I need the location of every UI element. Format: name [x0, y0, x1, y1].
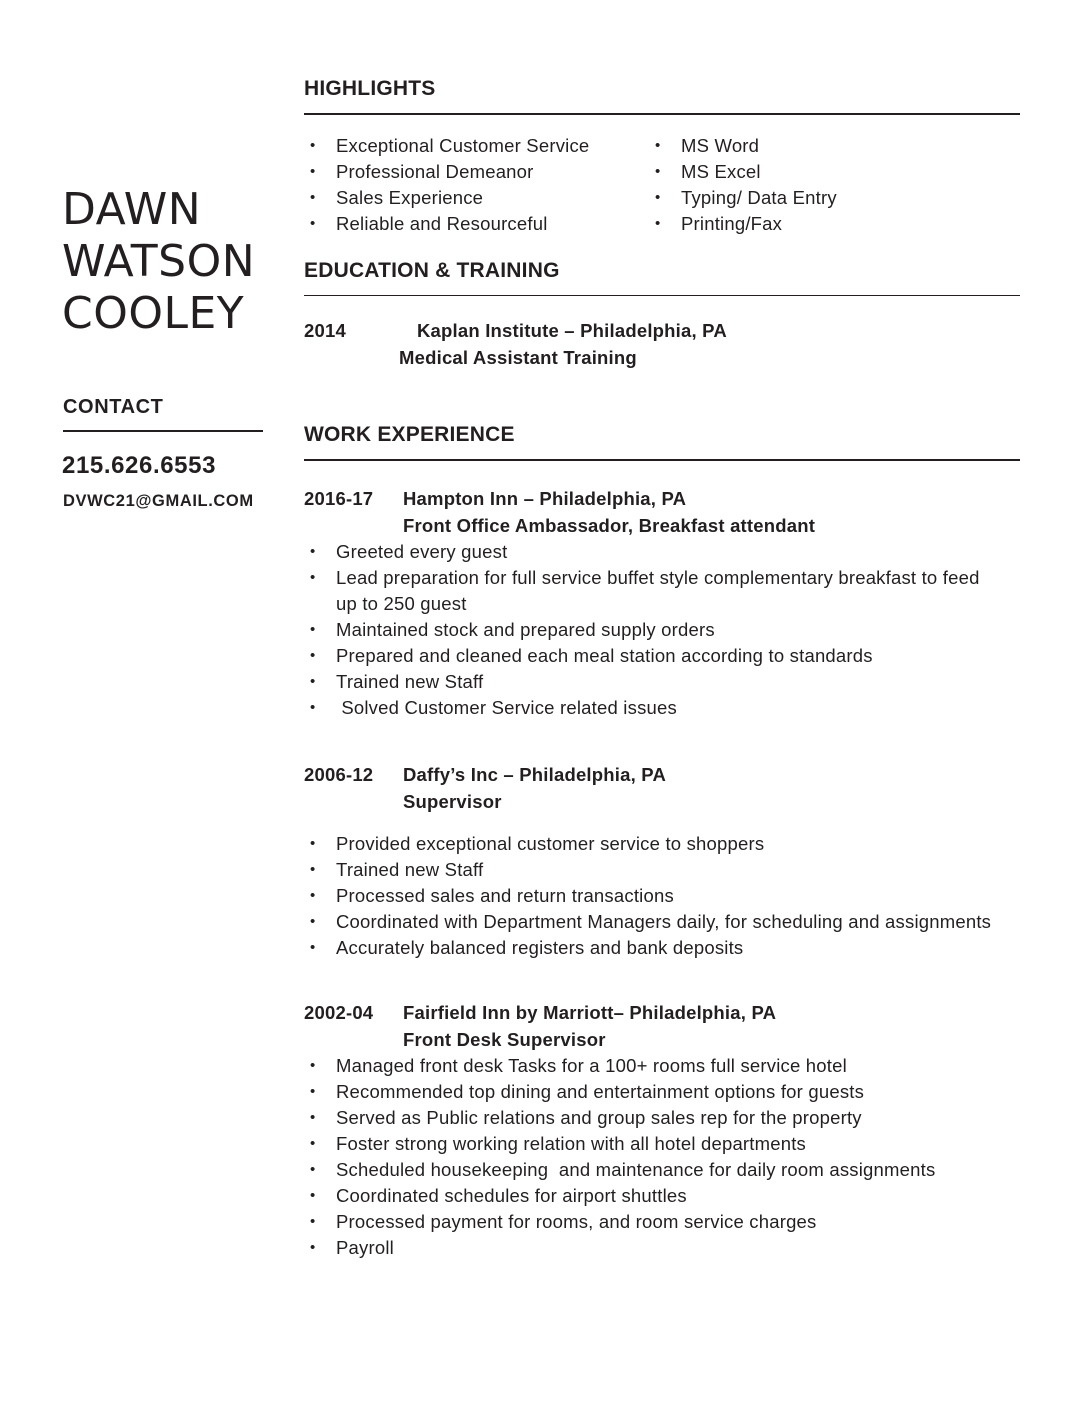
section-divider	[304, 459, 1020, 461]
person-name-line: WATSON	[62, 236, 256, 287]
job-years: 2006-12	[304, 763, 374, 785]
bullet-icon: •	[310, 834, 316, 852]
education-heading: EDUCATION & TRAINING	[304, 258, 560, 282]
job-entry-fairfield-inn	[304, 999, 1020, 1261]
list-item	[304, 1105, 1020, 1131]
list-item-text: Printing/Fax	[681, 212, 783, 234]
job-bullet-list	[304, 831, 1020, 961]
bullet-icon: •	[655, 188, 661, 206]
list-item-text: Payroll	[336, 1236, 394, 1258]
list-item-text: Recommended top dining and entertainment options for guests	[336, 1080, 865, 1102]
bullet-icon: •	[310, 646, 316, 664]
list-item	[304, 1183, 1020, 1209]
bullet-icon: •	[310, 1082, 316, 1100]
list-item-text: Managed front desk Tasks for a 100+ rooms full service hotel	[336, 1054, 847, 1076]
list-item	[304, 159, 649, 185]
job-titles	[403, 485, 1020, 539]
bullet-icon: •	[655, 136, 661, 154]
list-item	[304, 1131, 1020, 1157]
list-item-text: Sales Experience	[336, 186, 484, 208]
highlights-list-right	[649, 133, 1020, 237]
bullet-icon: •	[310, 886, 316, 904]
education-program: Medical Assistant Training	[399, 347, 637, 368]
job-header	[304, 999, 1020, 1053]
contact-email: DVWC21@GMAIL.COM	[63, 492, 254, 510]
contact-divider	[63, 430, 263, 432]
education-school: Kaplan Institute – Philadelphia, PA	[417, 320, 727, 341]
list-item-text: Solved Customer Service related issues	[336, 696, 677, 718]
contact-phone: 215.626.6553	[62, 452, 217, 479]
list-item	[649, 159, 1020, 185]
job-years: 2002-04	[304, 1001, 374, 1023]
bullet-icon: •	[310, 912, 316, 930]
bullet-icon: •	[310, 620, 316, 638]
list-item	[649, 133, 1020, 159]
list-item-text: Served as Public relations and group sales rep for the property	[336, 1106, 862, 1128]
list-item	[304, 185, 649, 211]
bullet-icon: •	[310, 860, 316, 878]
job-subtitle: Supervisor	[403, 790, 502, 812]
section-divider	[304, 295, 1020, 297]
education-years: 2014	[304, 320, 346, 341]
list-item	[304, 1157, 1020, 1183]
list-item-text: Exceptional Customer Service	[336, 134, 590, 156]
list-item	[649, 185, 1020, 211]
highlights-columns	[304, 133, 1020, 237]
list-item-text: MS Word	[681, 134, 760, 156]
job-bullet-list	[304, 1053, 1020, 1261]
job-subtitle: Front Desk Supervisor	[403, 1028, 606, 1050]
bullet-icon: •	[310, 672, 316, 690]
list-item	[304, 1053, 1020, 1079]
job-titles	[403, 761, 1020, 815]
list-item-text: Coordinated with Department Managers daily, for scheduling and assignments	[336, 910, 992, 932]
bullet-icon: •	[310, 1134, 316, 1152]
job-entry-hampton-inn	[304, 485, 1020, 721]
list-item-text: Greeted every guest	[336, 540, 508, 562]
list-item-text: Provided exceptional customer service to shoppers	[336, 832, 765, 854]
list-item	[304, 565, 1020, 617]
education-entry	[304, 317, 1020, 371]
bullet-icon: •	[310, 188, 316, 206]
bullet-icon: •	[655, 214, 661, 232]
list-item	[304, 695, 1020, 721]
list-item	[304, 617, 1020, 643]
list-item-text: Lead preparation for full service buffet style complementary breakfast to feed up to 250 guest	[336, 566, 980, 614]
job-title: Daffy’s Inc – Philadelphia, PA	[403, 763, 667, 785]
list-item	[304, 1235, 1020, 1261]
bullet-icon: •	[310, 1238, 316, 1256]
list-item-text: Scheduled housekeeping and maintenance for daily room assignments	[336, 1158, 936, 1180]
list-item-text: Accurately balanced registers and bank deposits	[336, 936, 744, 958]
list-item-text: Professional Demeanor	[336, 160, 534, 182]
list-item	[304, 211, 649, 237]
list-item	[304, 539, 1020, 565]
list-item-text: Coordinated schedules for airport shuttles	[336, 1184, 687, 1206]
person-name-line: DAWN	[62, 184, 202, 235]
list-item	[304, 909, 1020, 935]
section-work-experience	[304, 424, 1020, 1261]
resume-main-column	[304, 0, 1020, 1261]
bullet-icon: •	[310, 1108, 316, 1126]
bullet-icon: •	[310, 214, 316, 232]
list-item-text: MS Excel	[681, 160, 761, 182]
list-item-text: Foster strong working relation with all hotel departments	[336, 1132, 807, 1154]
list-item	[649, 211, 1020, 237]
bullet-icon: •	[310, 162, 316, 180]
person-name	[62, 184, 255, 340]
person-name-line: COOLEY	[62, 288, 245, 339]
list-item	[304, 883, 1020, 909]
bullet-icon: •	[310, 1186, 316, 1204]
list-item-text: Maintained stock and prepared supply orders	[336, 618, 715, 640]
list-item-text: Trained new Staff	[336, 670, 484, 692]
section-highlights	[304, 78, 1020, 237]
bullet-icon: •	[310, 542, 316, 560]
section-divider	[304, 113, 1020, 115]
list-item-text: Typing/ Data Entry	[681, 186, 837, 208]
contact-heading: CONTACT	[63, 396, 164, 418]
bullet-icon: •	[310, 1160, 316, 1178]
list-item	[304, 669, 1020, 695]
list-item-text: Processed sales and return transactions	[336, 884, 674, 906]
job-title: Hampton Inn – Philadelphia, PA	[403, 487, 687, 509]
bullet-icon: •	[310, 1212, 316, 1230]
list-item	[304, 643, 1020, 669]
bullet-icon: •	[310, 1056, 316, 1074]
list-item	[304, 831, 1020, 857]
job-header	[304, 761, 1020, 815]
bullet-icon: •	[655, 162, 661, 180]
job-subtitle: Front Office Ambassador, Breakfast attendant	[403, 514, 816, 536]
list-item	[304, 133, 649, 159]
list-item-text: Reliable and Resourceful	[336, 212, 548, 234]
bullet-icon: •	[310, 938, 316, 956]
job-years: 2016-17	[304, 487, 374, 509]
section-education	[304, 260, 1020, 372]
job-entry-daffys-inc	[304, 761, 1020, 961]
work-heading: WORK EXPERIENCE	[304, 423, 515, 446]
bullet-icon: •	[310, 568, 316, 586]
list-item	[304, 1209, 1020, 1235]
bullet-icon: •	[310, 698, 316, 716]
job-bullet-list	[304, 539, 1020, 721]
list-item-text: Trained new Staff	[336, 858, 484, 880]
bullet-icon: •	[310, 136, 316, 154]
education-titles	[399, 317, 1020, 371]
highlights-heading: HIGHLIGHTS	[304, 77, 436, 100]
job-title: Fairfield Inn by Marriott– Philadelphia, PA	[403, 1001, 777, 1023]
job-header	[304, 485, 1020, 539]
list-item	[304, 857, 1020, 883]
list-item	[304, 1079, 1020, 1105]
highlights-list-left	[304, 133, 649, 237]
list-item-text: Prepared and cleaned each meal station according to standards	[336, 644, 873, 666]
list-item	[304, 935, 1020, 961]
list-item-text: Processed payment for rooms, and room service charges	[336, 1210, 817, 1232]
job-titles	[403, 999, 1020, 1053]
